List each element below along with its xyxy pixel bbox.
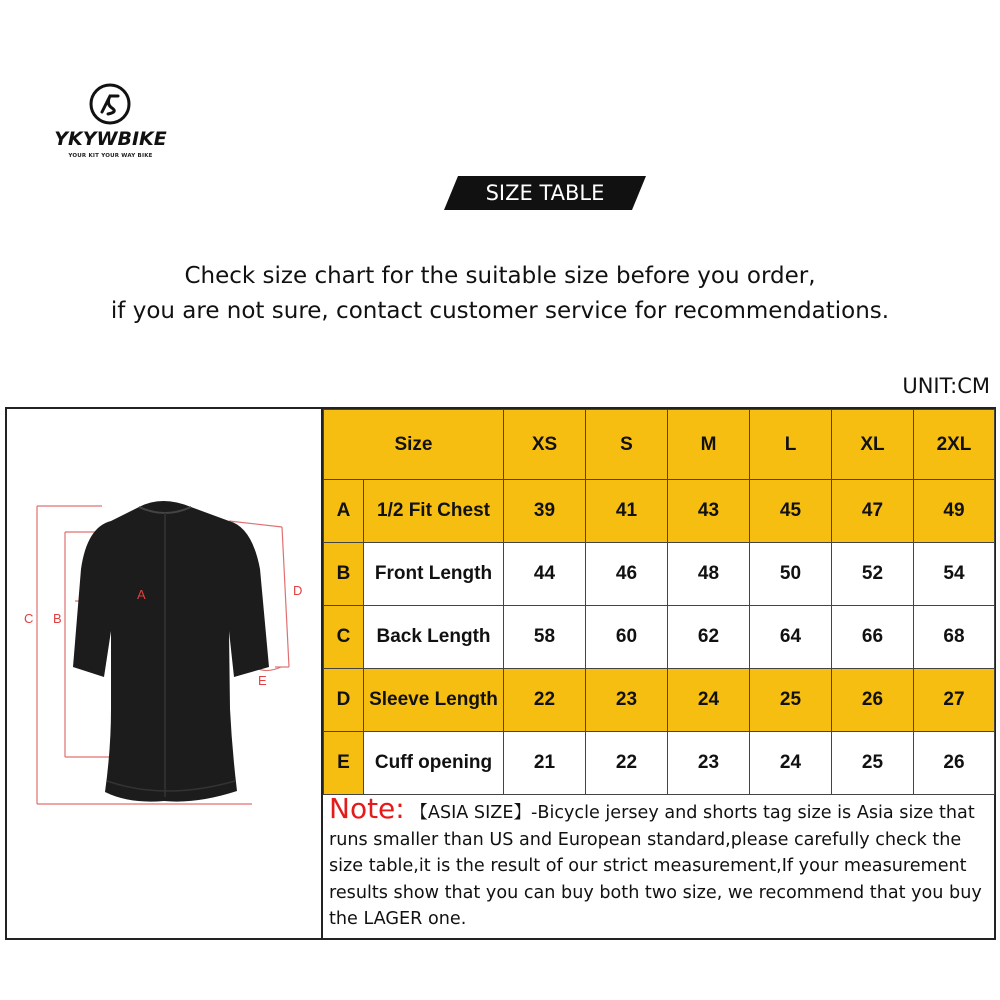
row-letter: A: [324, 480, 364, 543]
dim-label-b: B: [53, 611, 62, 626]
dim-label-a: A: [137, 587, 146, 602]
size-table: [323, 409, 995, 795]
bicycle-logo-icon: [88, 82, 132, 126]
size-header-label: Size: [324, 410, 504, 480]
row-measure-name: Back Length: [364, 606, 504, 669]
row-value: 39: [504, 480, 586, 543]
row-value: 50: [750, 543, 832, 606]
row-measure-name: 1/2 Fit Chest: [364, 480, 504, 543]
row-value: 44: [504, 543, 586, 606]
brand-logo: [38, 78, 188, 168]
table-row: [324, 543, 995, 606]
row-value: 46: [586, 543, 668, 606]
row-value: 54: [914, 543, 995, 606]
jersey-diagram: [7, 409, 322, 938]
size-header-cell: XL: [832, 410, 914, 480]
row-value: 21: [504, 732, 586, 795]
row-value: 23: [586, 669, 668, 732]
dim-label-c: C: [24, 611, 34, 626]
row-letter: E: [324, 732, 364, 795]
row-value: 24: [750, 732, 832, 795]
table-row: [324, 606, 995, 669]
row-value: 66: [832, 606, 914, 669]
row-letter: C: [324, 606, 364, 669]
row-value: 27: [914, 669, 995, 732]
size-note: [329, 792, 994, 933]
dim-label-e: E: [258, 673, 267, 688]
table-row: [324, 732, 995, 795]
row-value: 41: [586, 480, 668, 543]
size-header-cell: L: [750, 410, 832, 480]
row-letter: B: [324, 543, 364, 606]
note-text: 【ASIA SIZE】-Bicycle jersey and shorts tag size is Asia size that runs smaller than US and European standard,please carefully check the size table,it is the result of our strict measurement,If your measurement results show that you can buy both two size, we recommend that you buy the LAGER one.: [329, 803, 982, 929]
row-measure-name: Sleeve Length: [364, 669, 504, 732]
unit-label: UNIT:CM: [902, 374, 990, 398]
row-value: 49: [914, 480, 995, 543]
row-value: 25: [832, 732, 914, 795]
size-header-cell: S: [586, 410, 668, 480]
row-value: 48: [668, 543, 750, 606]
size-header-row: [324, 410, 995, 480]
banner-title: SIZE TABLE: [485, 181, 605, 205]
size-table-banner: [444, 176, 646, 210]
row-value: 45: [750, 480, 832, 543]
row-value: 58: [504, 606, 586, 669]
brand-name: YKYWBIKE: [54, 128, 167, 150]
row-value: 60: [586, 606, 668, 669]
row-value: 26: [914, 732, 995, 795]
brand-tagline: YOUR KIT YOUR WAY BIKE: [68, 153, 153, 159]
row-measure-name: Front Length: [364, 543, 504, 606]
row-value: 22: [586, 732, 668, 795]
row-value: 22: [504, 669, 586, 732]
note-label: Note:: [329, 792, 405, 825]
row-value: 43: [668, 480, 750, 543]
intro-line-1: Check size chart for the suitable size before you order,: [184, 263, 816, 289]
row-value: 68: [914, 606, 995, 669]
size-header-cell: M: [668, 410, 750, 480]
size-header-cell: 2XL: [914, 410, 995, 480]
row-measure-name: Cuff opening: [364, 732, 504, 795]
row-value: 25: [750, 669, 832, 732]
row-value: 26: [832, 669, 914, 732]
size-header-cell: XS: [504, 410, 586, 480]
row-value: 24: [668, 669, 750, 732]
row-value: 23: [668, 732, 750, 795]
row-value: 64: [750, 606, 832, 669]
table-row: [324, 480, 995, 543]
intro-line-2: if you are not sure, contact customer service for recommendations.: [110, 298, 890, 324]
jersey-illustration: [7, 409, 322, 938]
row-value: 62: [668, 606, 750, 669]
row-value: 52: [832, 543, 914, 606]
table-row: [324, 669, 995, 732]
row-value: 47: [832, 480, 914, 543]
row-letter: D: [324, 669, 364, 732]
dim-label-d: D: [293, 583, 303, 598]
